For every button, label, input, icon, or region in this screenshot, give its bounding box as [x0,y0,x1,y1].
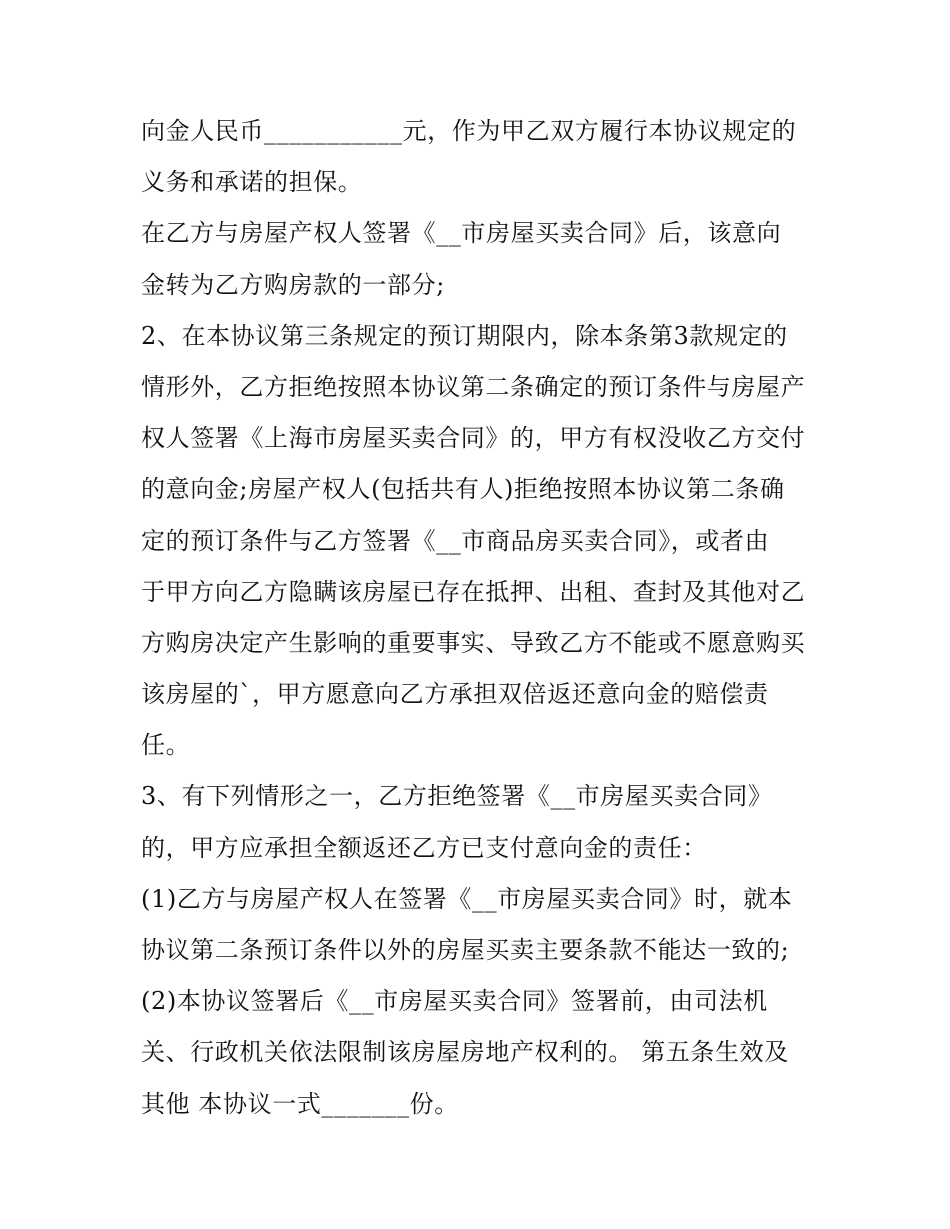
text-line: 协议第二条预订条件以外的房屋买卖主要条款不能达一致的; [141,936,790,964]
text-line: 该房屋的`，甲方愿意向乙方承担双倍返还意向金的赔偿责 [141,680,769,709]
text-line: 义务和承诺的担保。 [141,168,363,197]
text-line: (2)本协议签署后《__市房屋买卖合同》签署前，由司法机 [141,987,768,1016]
text-line: 情形外，乙方拒绝按照本协议第二条确定的预订条件与房屋产 [141,372,806,401]
text-line: 关、行政机关依法限制该房屋房地产权利的。 第五条生效及 [141,1038,789,1067]
text-line: 2、在本协议第三条规定的预订期限内，除本条第3款规定的 [141,321,788,350]
text-line: 于甲方向乙方隐瞒该房屋已存在抵押、出租、查封及其他对乙 [141,577,806,606]
text-line: 的意向金;房屋产权人(包括共有人)拒绝按照本协议第二条确 [141,475,785,504]
text-line: 定的预订条件与乙方签署《__市商品房买卖合同》，或者由 [141,526,770,555]
text-line: 方购房决定产生影响的重要事实、导致乙方不能或不愿意购买 [141,628,806,657]
text-line: 的，甲方应承担全额返还乙方已支付意向金的责任： [141,833,707,862]
text-line: 金转为乙方购房款的一部分; [141,270,445,299]
text-line: (1)乙方与房屋产权人在签署《__市房屋买卖合同》时，就本 [141,884,793,913]
text-line: 任。 [141,731,191,760]
text-line: 3、有下列情形之一，乙方拒绝签署《__市房屋买卖合同》 [141,782,773,811]
text-line: 在乙方与房屋产权人签署《__市房屋买卖合同》后，该意向 [141,219,782,248]
text-line: 向金人民币___________元，作为甲乙双方履行本协议规定的 [141,117,797,145]
document-body [141,106,821,1130]
text-line: 权人签署《上海市房屋买卖合同》的，甲方有权没收乙方交付 [141,424,806,453]
text-line: 其他 本协议一式_______份。 [141,1089,459,1118]
